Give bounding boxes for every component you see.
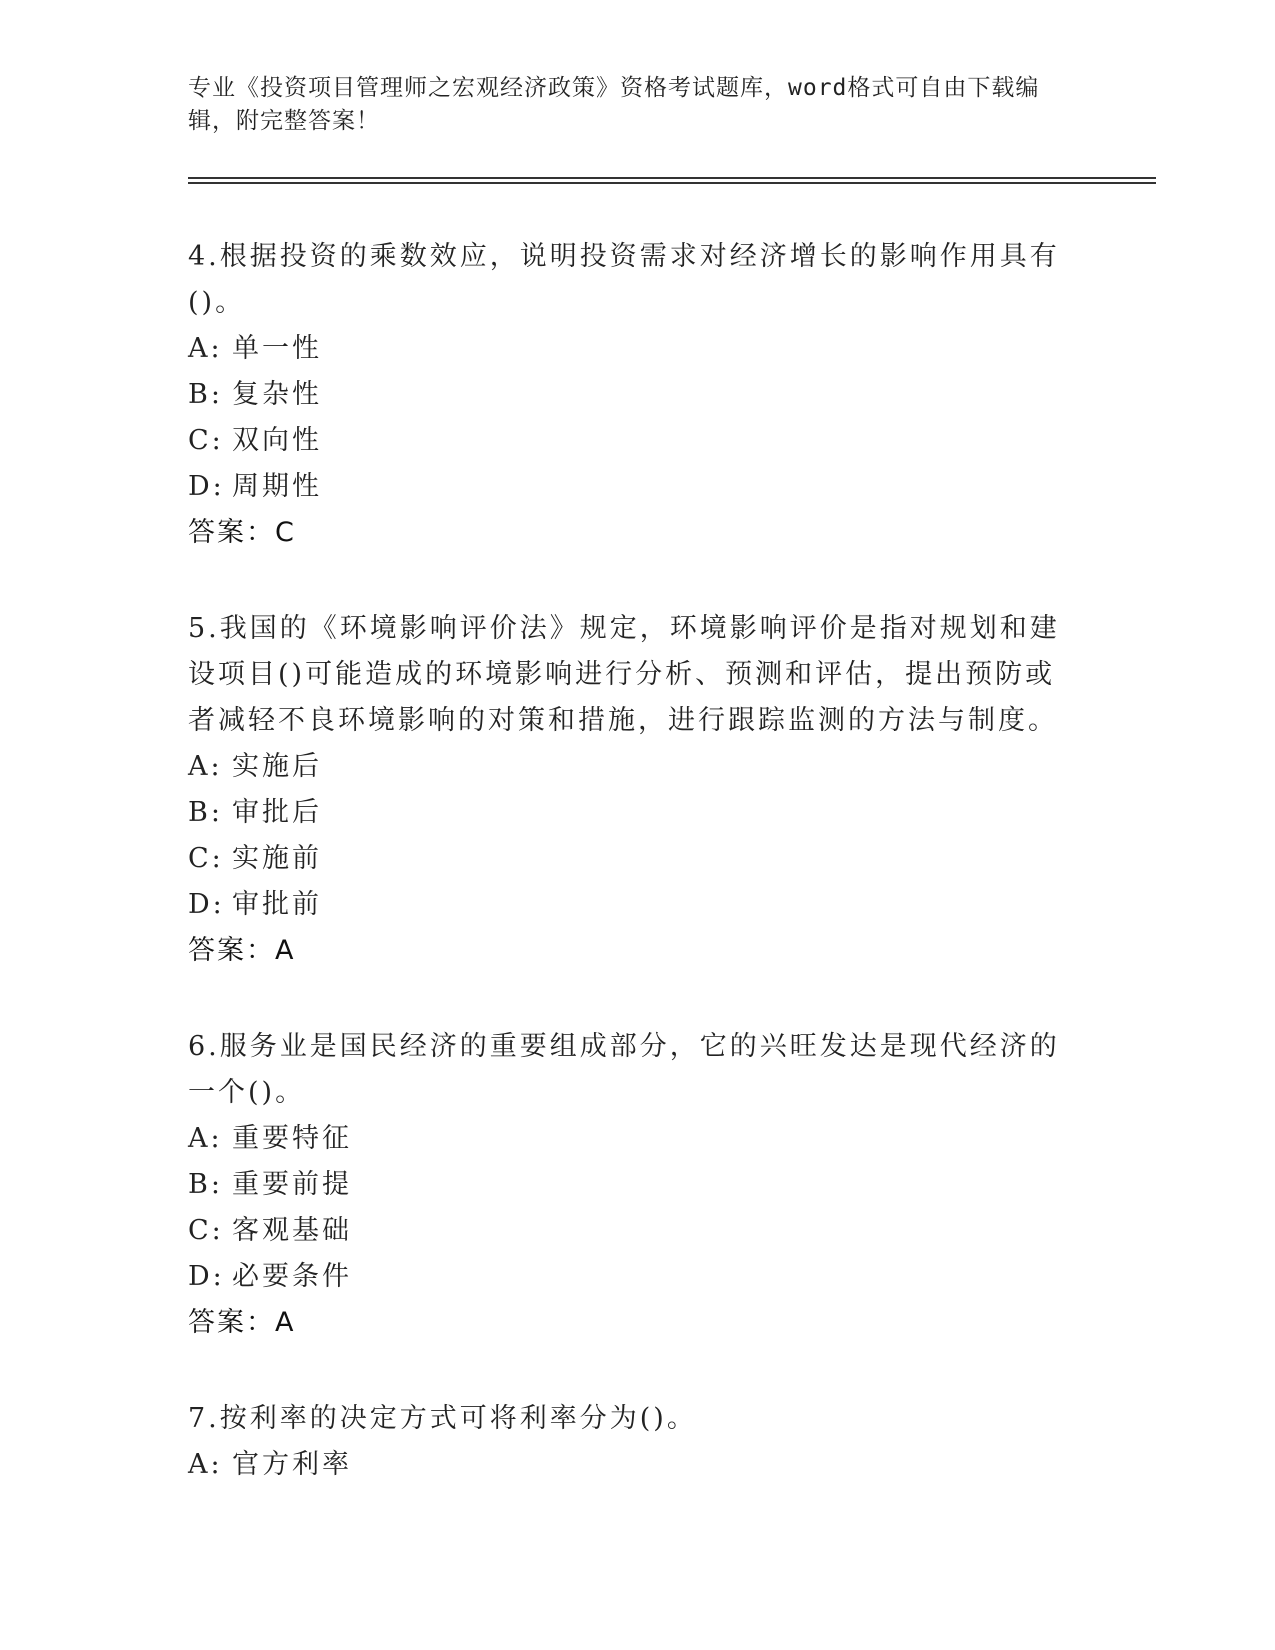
question-list [188,234,1068,1538]
option-c [188,836,1068,882]
question-6 [188,1024,1068,1346]
option-letter: A: [188,751,223,782]
option-letter: C: [188,843,224,874]
question-7 [188,1396,1068,1488]
header-rule-bottom [188,182,1156,184]
answer-line: 答案：A [188,1307,296,1338]
answer-line: 答案：A [188,935,296,966]
option-c [188,1208,1068,1254]
option-text: 重要前提 [232,1169,352,1200]
option-text: 实施后 [232,751,322,782]
option-text: 审批后 [232,797,322,828]
option-text: 双向性 [232,425,322,456]
option-b [188,372,1068,418]
header-rule-top [188,177,1156,179]
question-text: 4.根据投资的乘数效应，说明投资需求对经济增长的影响作用具有()。 [188,241,1060,318]
option-letter: A: [188,333,223,364]
option-letter: B: [188,797,223,828]
option-c [188,418,1068,464]
option-letter: C: [188,1215,224,1246]
option-a [188,1442,1068,1488]
option-letter: B: [188,379,223,410]
option-letter: A: [188,1449,223,1480]
question-5 [188,606,1068,974]
option-text: 单一性 [232,333,322,364]
option-text: 官方利率 [232,1449,352,1480]
question-4 [188,234,1068,556]
option-letter: B: [188,1169,223,1200]
option-text: 客观基础 [232,1215,352,1246]
option-a [188,744,1068,790]
option-letter: D: [188,471,225,502]
option-a [188,1116,1068,1162]
question-text: 6.服务业是国民经济的重要组成部分，它的兴旺发达是现代经济的一个()。 [188,1031,1060,1108]
answer-line: 答案：C [188,517,296,548]
option-b [188,1162,1068,1208]
option-text: 复杂性 [232,379,322,410]
option-text: 审批前 [232,889,322,920]
option-b [188,790,1068,836]
option-d [188,1254,1068,1300]
option-d [188,464,1068,510]
option-text: 实施前 [232,843,322,874]
option-d [188,882,1068,928]
option-a [188,326,1068,372]
option-text: 重要特征 [232,1123,352,1154]
option-letter: D: [188,889,225,920]
option-letter: D: [188,1261,225,1292]
question-text: 7.按利率的决定方式可将利率分为()。 [188,1403,697,1434]
question-text: 5.我国的《环境影响评价法》规定，环境影响评价是指对规划和建设项目()可能造成的环境影响进行分析、预测和评估，提出预防或者减轻不良环境影响的对策和措施，进行跟踪监测的方法与制度。 [188,613,1060,736]
option-letter: C: [188,425,224,456]
option-letter: A: [188,1123,223,1154]
option-text: 周期性 [232,471,322,502]
option-text: 必要条件 [232,1261,352,1292]
document-header: 专业《投资项目管理师之宏观经济政策》资格考试题库，word格式可自由下载编辑，附完整答案！ [188,75,1040,134]
